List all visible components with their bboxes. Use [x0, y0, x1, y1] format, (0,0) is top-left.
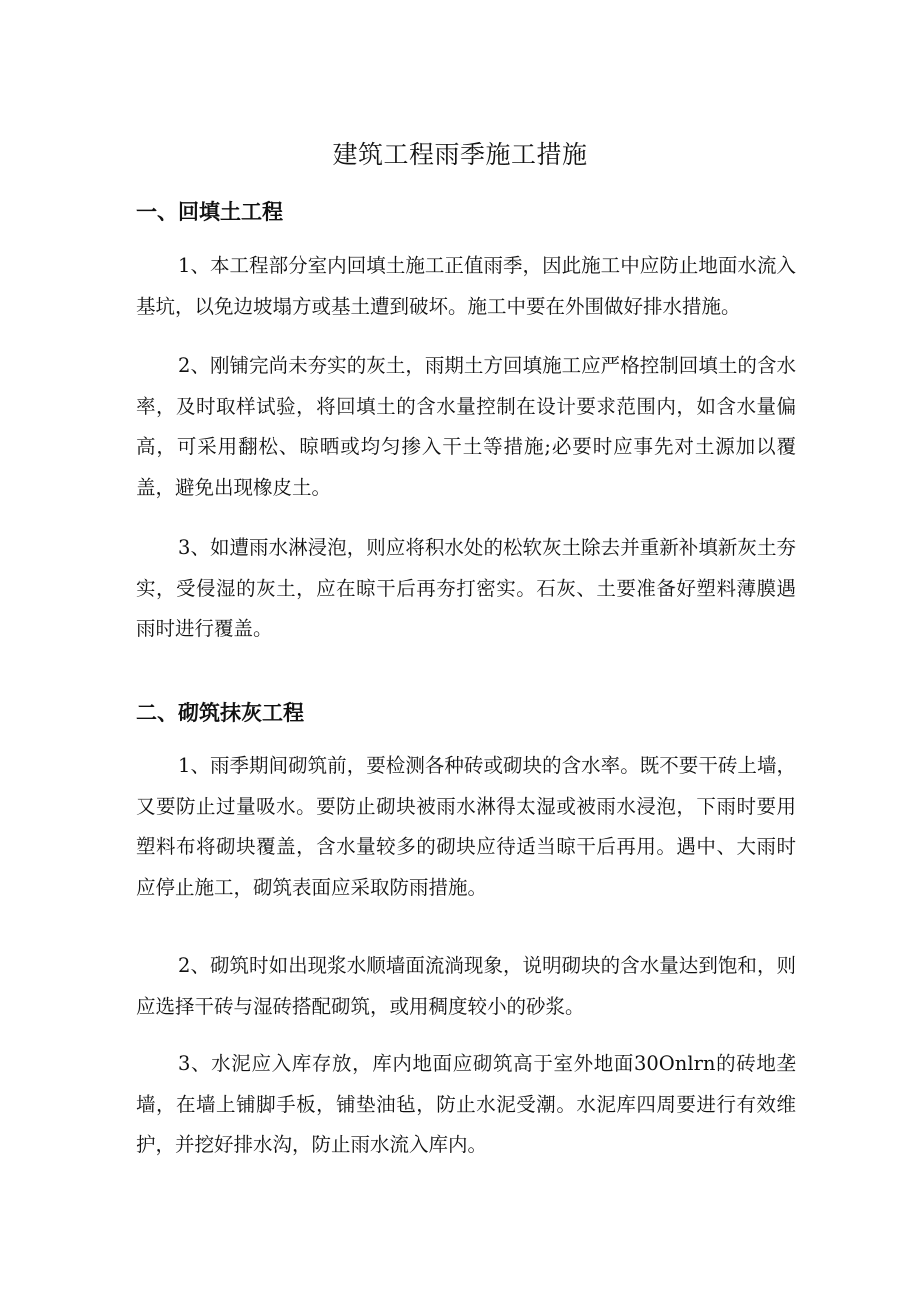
paragraph: 2、砌筑时如出现浆水顺墙面流淌现象，说明砌块的含水量达到饱和，则应选择干砖与湿砖搭配砌筑，或用稠度较小的砂浆。: [136, 954, 796, 1018]
paragraph: 3、水泥应入库存放，库内地面应砌筑高于室外地面30Onlrn的砖地垄墙，在墙上铺脚手板，铺垫油毡，防止水泥受潮。水泥库四周要进行有效维护，并挖好排水沟，防止雨水流入库内。: [136, 1052, 796, 1156]
section-heading-backfill: 一、回填土工程: [136, 200, 283, 224]
paragraph: 2、刚铺完尚未夯实的灰土，雨期土方回填施工应严格控制回填土的含水率，及时取样试验，将回填土的含水量控制在设计要求范围内，如含水量偏高，可采用翻松、晾晒或均匀掺入干土等措施;必要时应事先对土源加以覆盖，避免出现橡皮土。: [136, 354, 796, 499]
document-title: 建筑工程雨季施工措施: [332, 140, 588, 169]
section-heading-masonry: 二、砌筑抹灰工程: [136, 701, 304, 725]
paragraph: 1、雨季期间砌筑前，要检测各种砖或砌块的含水率。既不要干砖上墙，又要防止过量吸水。要防止砌块被雨水淋得太湿或被雨水浸泡，下雨时要用塑料布将砌块覆盖，含水量较多的砌块应待适当晾干后再用。遇中、大雨时应停止施工，砌筑表面应采取防雨措施。: [136, 754, 796, 899]
paragraph: 1、本工程部分室内回填土施工正值雨季，因此施工中应防止地面水流入基坑，以免边坡塌方或基土遭到破坏。施工中要在外围做好排水措施。: [136, 254, 796, 318]
paragraph: 3、如遭雨水淋浸泡，则应将积水处的松软灰土除去并重新补填新灰土夯实，受侵湿的灰土，应在晾干后再夯打密实。石灰、土要准备好塑料薄膜遇雨时进行覆盖。: [136, 536, 796, 640]
